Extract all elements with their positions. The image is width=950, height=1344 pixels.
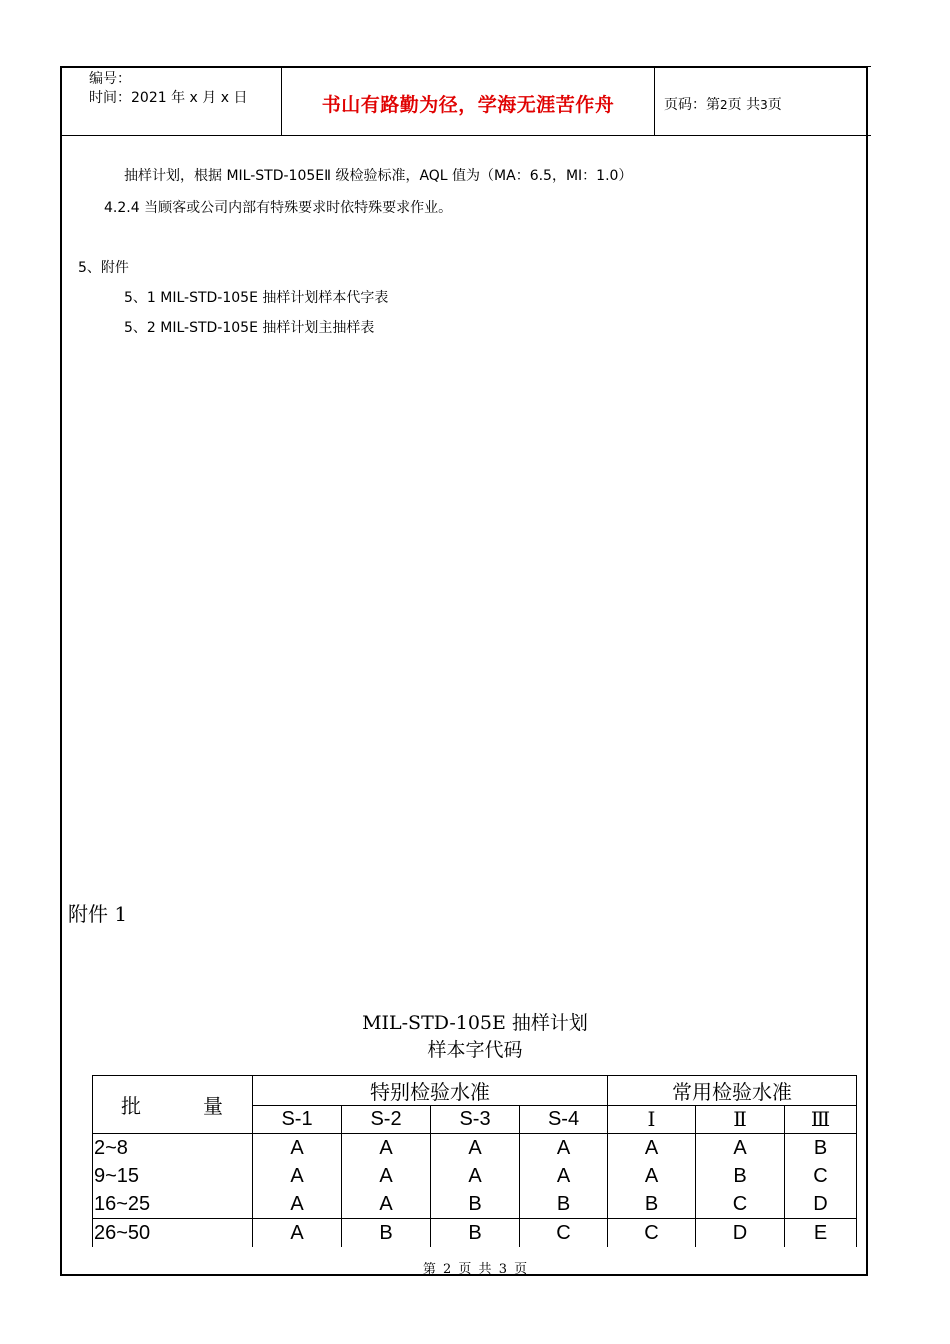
attachment-item-1: 5、1 MIL-STD-105E 抽样计划样本代字表 [124, 290, 389, 306]
page-current: 2 [720, 98, 728, 112]
document-date-label: 时间：2021 年 x 月 x 日 [89, 90, 248, 106]
code-cell: A [253, 1219, 342, 1248]
code: A [290, 1193, 304, 1215]
code-cell [785, 1134, 857, 1219]
code: A [468, 1137, 482, 1159]
code-cell: B [431, 1219, 520, 1248]
code: B [468, 1193, 482, 1215]
page-prefix: 页码：第 [664, 97, 720, 113]
section-attachments-heading: 5、附件 [78, 260, 129, 276]
code: B [556, 1193, 571, 1215]
batch-header-char-2: 量 [203, 1096, 223, 1118]
lot-size: 9~15 [94, 1165, 140, 1187]
code: A [733, 1137, 747, 1159]
level-header: Ⅰ [608, 1106, 696, 1134]
header-divider-right [654, 67, 655, 135]
document-number-label: 编号： [89, 71, 131, 87]
code-cell: E [785, 1219, 857, 1248]
code: B [644, 1193, 659, 1215]
special-levels-header: 特别检验水准 [253, 1076, 608, 1106]
body-line-special-requirements: 4.2.4 当顾客或公司内部有特殊要求时依特殊要求作业。 [104, 200, 453, 216]
code: A [379, 1193, 393, 1215]
code: B [733, 1165, 747, 1187]
code: C [732, 1193, 748, 1215]
header-border-extension [850, 66, 871, 67]
table-row [93, 1219, 857, 1248]
table-header-row-groups [93, 1076, 857, 1106]
level-header: S-3 [431, 1106, 520, 1134]
header-page-number [664, 94, 782, 114]
table-subtitle: 样本字代码 [427, 1039, 523, 1061]
table-row [93, 1134, 857, 1219]
sample-code-table [92, 1075, 857, 1247]
code-cell [342, 1134, 431, 1219]
code-cell: C [520, 1219, 608, 1248]
table-title: MIL-STD-105E 抽样计划 [362, 1012, 588, 1034]
level-header: Ⅲ [785, 1106, 857, 1134]
code-cell [431, 1134, 520, 1219]
page-mid: 页 共 [727, 97, 761, 113]
lot-size-cell: 26~50 [93, 1219, 253, 1248]
annex-label: 附件 1 [68, 902, 128, 926]
batch-header-char-1: 批 [121, 1096, 141, 1118]
level-header: S-2 [342, 1106, 431, 1134]
code: A [379, 1165, 393, 1187]
header-meta [89, 70, 247, 108]
page-suffix: 页 [767, 97, 782, 113]
code-cell [520, 1134, 608, 1219]
code: B [813, 1137, 828, 1159]
level-header: S-4 [520, 1106, 608, 1134]
lot-size-cell [93, 1134, 253, 1219]
code-cell [253, 1134, 342, 1219]
code-cell: D [696, 1219, 785, 1248]
body-line-sampling-plan: 抽样计划，根据 MIL-STD-105EⅡ 级检验标准，AQL 值为（MA：6.5，MI：1.0） [124, 168, 633, 184]
batch-size-header [93, 1076, 253, 1134]
code-cell: B [342, 1219, 431, 1248]
lot-size: 2~8 [94, 1137, 128, 1159]
code: A [290, 1165, 304, 1187]
code: A [556, 1165, 571, 1187]
header-motto: 书山有路勤为径，学海无涯苦作舟 [321, 94, 615, 116]
normal-levels-header: 常用检验水准 [608, 1076, 857, 1106]
lot-size: 16~25 [94, 1193, 151, 1215]
level-header: S-1 [253, 1106, 342, 1134]
attachment-item-2: 5、2 MIL-STD-105E 抽样计划主抽样表 [124, 320, 375, 336]
code: A [379, 1137, 393, 1159]
page-footer: 第 2 页 共 3 页 [422, 1262, 528, 1277]
code: D [813, 1193, 828, 1215]
code: A [644, 1137, 659, 1159]
code: A [468, 1165, 482, 1187]
code: C [813, 1165, 828, 1187]
code-cell [608, 1134, 696, 1219]
code: A [556, 1137, 571, 1159]
level-header: Ⅱ [696, 1106, 785, 1134]
code: A [290, 1137, 304, 1159]
code-cell [696, 1134, 785, 1219]
code-cell: C [608, 1219, 696, 1248]
page-total: 3 [760, 98, 768, 112]
code: A [644, 1165, 659, 1187]
header-bottom-rule [60, 135, 871, 136]
